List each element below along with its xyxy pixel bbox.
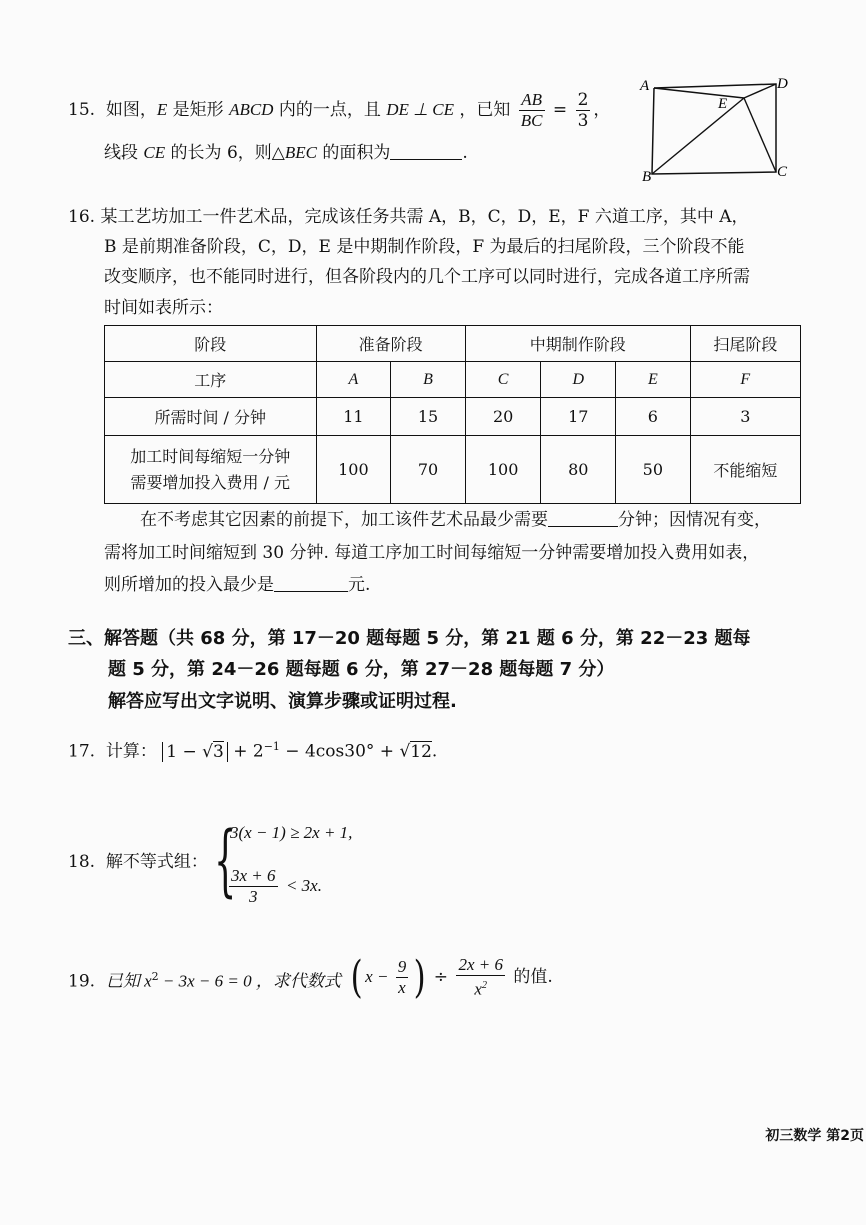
header-end: 扫尾阶段 bbox=[690, 326, 800, 362]
fraction-2x6-x2: $\frac{2x + 6}{x^2}$ bbox=[458, 955, 503, 999]
label-B: B bbox=[642, 169, 652, 185]
cell-cost: 100 bbox=[465, 436, 541, 504]
fraction-ab-bc: $\frac{AB}{BC}$ bbox=[520, 90, 543, 130]
header-stage: 阶段 bbox=[105, 326, 317, 362]
cell-proc-C: C bbox=[465, 362, 541, 398]
rectangle-figure bbox=[636, 70, 796, 186]
label-A: A bbox=[640, 78, 650, 94]
answer-blank-q15[interactable] bbox=[390, 143, 462, 160]
process-table bbox=[104, 325, 801, 504]
cell-proc-B: B bbox=[391, 362, 466, 398]
abs-value: 1 − √3 bbox=[162, 742, 228, 762]
fraction-9-x: $\frac{9}{x}$ bbox=[397, 957, 407, 997]
segment-AE bbox=[654, 88, 744, 98]
row-label-process: 工序 bbox=[105, 362, 317, 398]
sqrt-sign: √ bbox=[399, 741, 411, 762]
q19: 19. 已知 $x^2 - 3x - 6 = 0$ ，求代数式 bbox=[68, 970, 341, 992]
table-row bbox=[105, 326, 801, 362]
table-row bbox=[105, 398, 801, 436]
table-row bbox=[105, 362, 801, 398]
cell-proc-E: E bbox=[616, 362, 691, 398]
segment-CE bbox=[744, 98, 776, 172]
cell-cost: 50 bbox=[616, 436, 691, 504]
fraction-3x6-3: $\frac{3x + 6}{3}$ bbox=[231, 866, 276, 906]
segment-DE bbox=[744, 84, 776, 98]
cell-time: 20 bbox=[465, 398, 541, 436]
q18-ineq1: 3(x − 1) ≥ 2x + 1, bbox=[230, 823, 353, 842]
cell-proc-D: D bbox=[541, 362, 616, 398]
cell-proc-A: A bbox=[316, 362, 391, 398]
page-footer: 初三数学 第2页 bbox=[765, 1128, 864, 1144]
q16-line3: 改变顺序，也不能同时进行，但各阶段内的几个工序可以同时进行，完成各道工序所需 bbox=[104, 267, 750, 287]
cell-proc-F: F bbox=[690, 362, 800, 398]
cell-cost: 70 bbox=[391, 436, 466, 504]
answer-blank-q16-2[interactable] bbox=[274, 575, 348, 592]
left-paren: ( bbox=[350, 951, 363, 1003]
q19-expression: ( x − $\frac{9}{x}$ ) ÷ $\frac{2x + 6}{x^2}$ 的值. bbox=[350, 951, 553, 1003]
cell-time: 17 bbox=[541, 398, 616, 436]
q18-label: 18. 解不等式组： bbox=[68, 852, 208, 872]
cell-cost: 不能缩短 bbox=[690, 436, 800, 504]
q16-line1: 16. 某工艺坊加工一件艺术品，完成该任务共需 A，B，C，D，E，F 六道工序，其中 A， bbox=[68, 207, 749, 227]
table-row bbox=[105, 436, 801, 504]
q16-line4: 时间如表所示： bbox=[104, 298, 223, 318]
q16-para1: 在不考虑其它因素的前提下，加工该件艺术品最少需要 分钟；因情况有变， bbox=[140, 510, 771, 530]
q17: 17. 计算： $1 - √3 + 2^{-1} - 4\cos 30^\circ + √12$. bbox=[68, 740, 438, 762]
label-C: C bbox=[777, 164, 788, 180]
q18-ineq2: $\frac{3x + 6}{3}$ < 3x. bbox=[231, 866, 322, 906]
label-E: E bbox=[718, 96, 728, 112]
header-mid: 中期制作阶段 bbox=[465, 326, 690, 362]
brace-symbol: { bbox=[214, 816, 237, 906]
cell-cost: 100 bbox=[316, 436, 391, 504]
segment-BE bbox=[652, 98, 744, 174]
header-prep: 准备阶段 bbox=[316, 326, 465, 362]
label-D: D bbox=[777, 76, 788, 92]
cell-time: 3 bbox=[690, 398, 800, 436]
right-paren: ) bbox=[413, 951, 426, 1003]
row-label-time: 所需时间 / 分钟 bbox=[105, 398, 317, 436]
answer-blank-q16-1[interactable] bbox=[548, 510, 618, 527]
section-3-instructions: 解答应写出文字说明、演算步骤或证明过程. bbox=[108, 691, 457, 712]
q16-para2: 需将加工时间缩短到 30 分钟. 每道工序加工时间每缩短一分钟需要增加投入费用如表， bbox=[104, 543, 760, 563]
row-label-cost: 加工时间每缩短一分钟 需要增加投入费用 / 元 bbox=[105, 436, 317, 504]
q15-line2: 线段 CE 的长为 6，则△BEC 的面积为 . bbox=[104, 143, 468, 163]
section-3-heading: 三、解答题（共 68 分，第 17－20 题每题 5 分，第 21 题 6 分，第 22－23 题每 bbox=[68, 628, 751, 649]
q16-line2: B 是前期准备阶段，C，D，E 是中期制作阶段，F 为最后的扫尾阶段，三个阶段不能 bbox=[104, 237, 745, 257]
q15-line1: 15. 如图，E 是矩形 ABCD 内的一点，且 DE ⊥ CE ，已知 $\frac{AB}{BC}$ = $\frac{2}{3}$ ， bbox=[68, 90, 611, 131]
cell-time: 11 bbox=[316, 398, 391, 436]
section-3-heading-cont: 题 5 分，第 24－26 题每题 6 分，第 27－28 题每题 7 分） bbox=[108, 659, 615, 680]
cell-cost: 80 bbox=[541, 436, 616, 504]
cell-time: 6 bbox=[616, 398, 691, 436]
cell-time: 15 bbox=[391, 398, 466, 436]
sqrt-sign: √ bbox=[202, 741, 213, 762]
q16-para3: 则所增加的投入最少是 元. bbox=[104, 575, 371, 595]
fraction-two-thirds: $\frac{2}{3}$ bbox=[577, 90, 589, 131]
